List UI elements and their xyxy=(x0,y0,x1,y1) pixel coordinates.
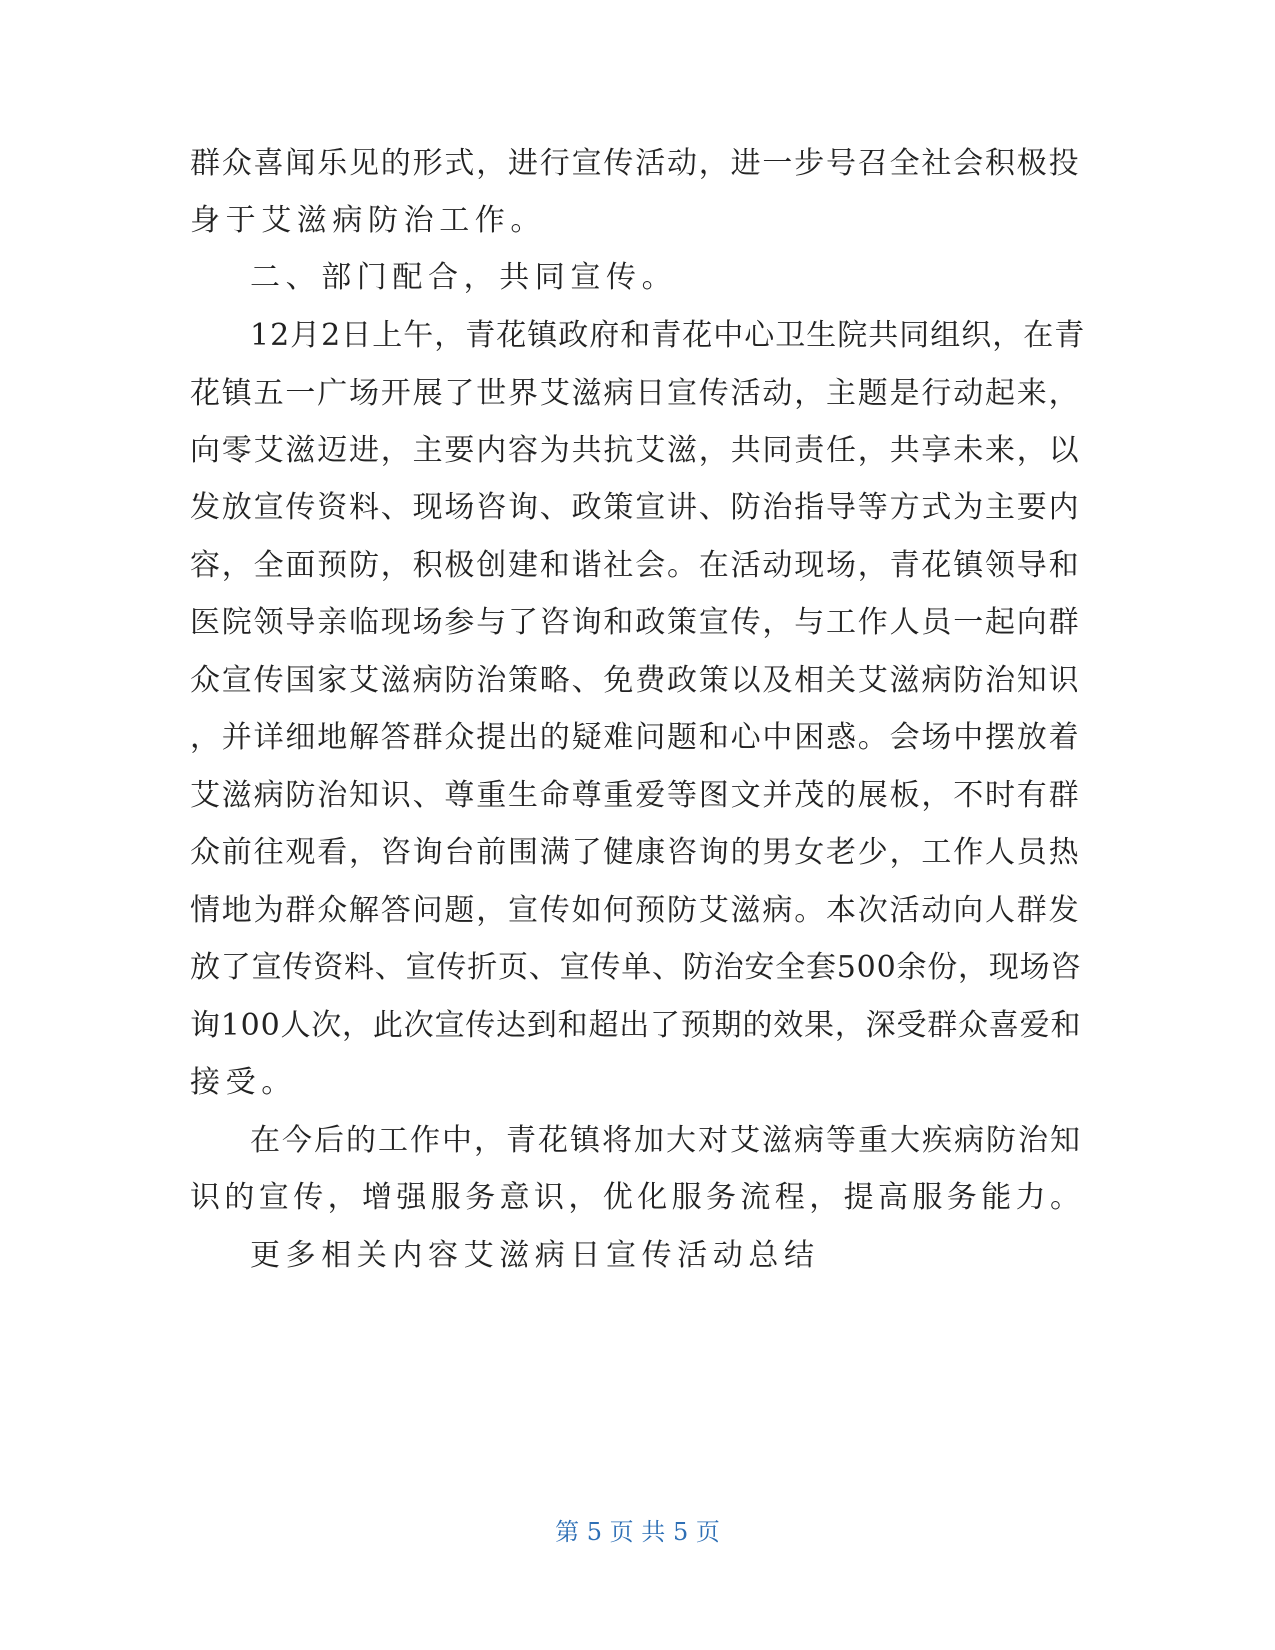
body-text-line: 向零艾滋迈进，主要内容为共抗艾滋，共同责任，共享未来，以 xyxy=(190,433,1081,468)
body-text-line: 放了宣传资料、宣传折页、宣传单、防治安全套500余份，现场咨 xyxy=(190,950,1082,985)
body-text-line: 身于艾滋病防治工作。 xyxy=(190,203,546,238)
body-text-line: 众宣传国家艾滋病防治策略、免费政策以及相关艾滋病防治知识 xyxy=(190,663,1081,698)
page-number-footer: 第 5 页 共 5 页 xyxy=(555,1518,720,1546)
body-text-line: 接受。 xyxy=(190,1065,297,1100)
body-text-line: 询100人次，此次宣传达到和超出了预期的效果，深受群众喜爱和 xyxy=(190,1008,1082,1043)
body-text-line: 在今后的工作中，青花镇将加大对艾滋病等重大疾病防治知 xyxy=(250,1123,1082,1158)
body-text-line: ，并详细地解答群众提出的疑难问题和心中困惑。会场中摆放着 xyxy=(190,720,1081,755)
body-text-line: 情地为群众解答问题，宣传如何预防艾滋病。本次活动向人群发 xyxy=(190,893,1081,928)
body-text-line: 12月2日上午，青花镇政府和青花中心卫生院共同组织，在青 xyxy=(250,318,1086,353)
body-text-line: 众前往观看，咨询台前围满了健康咨询的男女老少，工作人员热 xyxy=(190,835,1081,870)
body-text-line: 识的宣传，增强服务意识，优化服务流程，提高服务能力。 xyxy=(190,1180,1085,1215)
section-heading: 二、部门配合，共同宣传。 xyxy=(250,260,678,295)
body-text-line: 群众喜闻乐见的形式，进行宣传活动，进一步号召全社会积极投 xyxy=(190,146,1081,181)
body-text-line: 发放宣传资料、现场咨询、政策宣讲、防治指导等方式为主要内 xyxy=(190,490,1081,525)
body-text-line: 花镇五一广场开展了世界艾滋病日宣传活动，主题是行动起来， xyxy=(190,376,1081,411)
body-text-line: 医院领导亲临现场参与了咨询和政策宣传，与工作人员一起向群 xyxy=(190,605,1081,640)
body-text-line: 艾滋病防治知识、尊重生命尊重爱等图文并茂的展板，不时有群 xyxy=(190,778,1081,813)
related-content-line: 更多相关内容艾滋病日宣传活动总结 xyxy=(250,1238,820,1273)
body-text-line: 容，全面预防，积极创建和谐社会。在活动现场，青花镇领导和 xyxy=(190,548,1081,583)
